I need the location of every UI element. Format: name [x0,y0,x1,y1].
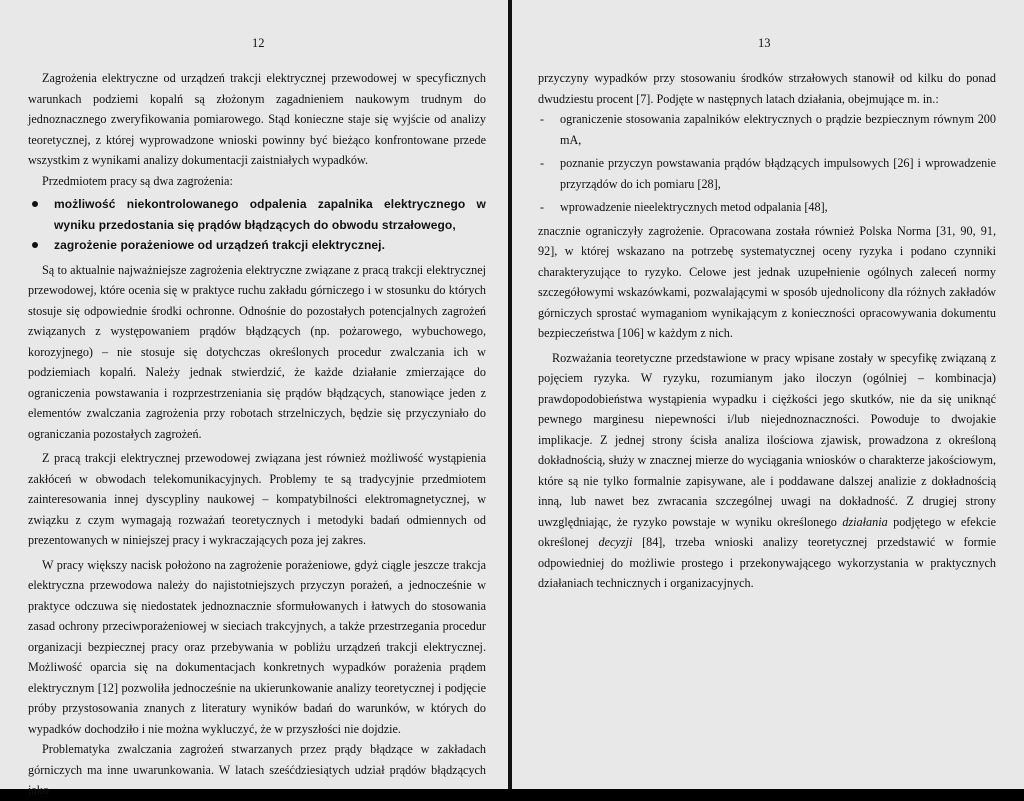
paragraph-text: podjętego w efekcie określonej [538,514,996,549]
left-page-body [28,68,486,801]
paragraph: Z pracą trakcji elektrycznej przewodowej związana jest również możliwość wystąpienia zakłóceń w obwodach telekomunikacyjnych. Problemy te są tradycyjnie przedmiotem zainteresowania innej dyscypliny naukowej – kompatybilności elektromagnetycznej, w związku z czym wymagają rozważań teoretycznych i metodyki badań odmiennych od prezentowanych w niniejszej pracy i wykraczających poza jej zakres. [28,451,486,547]
page-number: 12 [252,36,265,50]
paragraph: Zagrożenia elektryczne od urządzeń trakcji elektrycznej przewodowej w specyficznych warunkach podziemi kopalń są złożonym zagadnieniem naukowym trudnym do jednoznacznego zweryfikowania pomiarowego. Stąd konieczne staje się wyjście od analizy teoretycznej, z której wyprowadzone wnioski powinny być bieżąco konfrontowane przede wszystkim z wynikami analizy dokumentacji zaistniałych wypadków. [28,71,486,167]
right-page-body [538,68,996,594]
dash-list [538,109,996,218]
right-page [512,0,1024,789]
left-page [0,0,508,797]
paragraph: Przedmiotem pracy są dwa zagrożenia: [42,173,233,188]
paragraph [538,348,996,594]
emphasis-text: działania [842,514,888,529]
bullet-item: możliwość niekontrolowanego odpalenia zapalnika elektrycznego w wyniku przedostania się prądów błądzących do obwodu strzałowego, [28,194,486,235]
paragraph: Są to aktualnie najważniejsze zagrożenia elektryczne związane z pracą trakcji elektrycznej przewodowej, które ocenia się w praktyce ruchu zakładu górniczego i w stosunku do których stosuje się odpowiednie środki ochronne. Odnośnie do pozostałych potencjalnych zagrożeń związanych z występowaniem prądów błądzących (np. pożarowego, wybuchowego, korozyjnego) – nie stosuje się dotychczas określonych procedur zwalczania ich w podziemiach kopalń. Należy jednak stwierdzić, że każde działanie zmierzające do ograniczenia powstawania i rozprzestrzeniania się prądów błądzących, stanowiące jeden z elementów zwalczania zagrożenia przy robotach strzelniczych, będzie się przyczyniało do ograniczania pozostałych zagrożeń. [28,262,486,441]
paragraph-text: Rozważania teoretyczne przedstawione w pracy wpisane zostały w specyfikę związaną z pojęciem ryzyka. W ryzyku, rozumianym jako iloczyn (ogólniej – kombinacja) prawdopodobieństwa wystąpienia wypadku i ciężkości jego skutków, nie da się uniknąć pewnego marginesu niepewności i/lub niejednoznaczności. Powoduje to dwojakie implikacje. Z jednej strony ścisła analiza ilościowa zjawisk, prowadzona z określoną dokładnością, służy w znacznej mierze do wyciągania wniosków o charakterze jakościowym, które są nie tylko formalnie zapisywane, ale i poddawane dalszej analizie z dokładnością inną, lub nawet bez zwracania szczególnej uwagi na dokładność. Z drugiej strony uwzględniając, że ryzyko powstaje w wyniku określonego [538,350,996,529]
paragraph: W pracy większy nacisk położono na zagrożenie porażeniowe, gdyż ciągle jeszcze trakcja elektryczna przewodowa należy do najistotniejszych przyczyn porażeń, a jednocześnie w praktyce odczuwa się niedostatek jednoznacznie sformułowanych i łatwych do stosowania zasad ochrony przeciwporażeniowej w sieciach trakcyjnych, a także przestrzegania procedur organizacji bezpiecznej pracy oraz przebywania w pobliżu urządzeń trakcji elektrycznej. Możliwość oparcia się na dokumentacjach konkretnych wypadków porażenia prądem elektrycznym [12] pozwoliła jednocześnie na ukierunkowanie analizy teoretycznej i podjęcie próby przystosowania znanych z literatury wyników badań do warunków, w których do wypadków dochodziło i nie można wykluczyć, że w przyszłości nie dojdzie. [28,557,486,736]
bullet-list [28,194,486,256]
paragraph: znacznie ograniczyły zagrożenie. Opracowana została również Polska Norma [31, 90, 91, 92], w której wskazano na potrzebę systematycznej oceny ryzyka i podano czynniki charakteryzujące to ryzyko. Celowe jest jednak uzupełnienie ogólnych zaleceń normy szczegółowymi wskazówkami, pozwalającymi w sposób ujednolicony dla różnych zakładów górniczych sprostać wymaganiom wynikającym z konieczności opracowywania dokumentu bezpieczeństwa [106] w każdym z nich. [538,223,996,340]
paragraph-text: [84], trzeba wnioski analizy teoretycznej przedstawić w formie odpowiedniej do możliwie prostego i przekonywającego wykorzystania w praktycznych działaniach technicznych i organizacyjnych. [538,535,997,590]
bullet-item: zagrożenie porażeniowe od urządzeń trakcji elektrycznej. [28,235,486,256]
paragraph: przyczyny wypadków przy stosowaniu środków strzałowych stanowił od kilku do ponad dwudziestu procent [7]. Podjęte w następnych latach działania, obejmujące m. in.: [538,71,996,106]
page-number: 13 [758,36,771,50]
dash-item: - ograniczenie stosowania zapalników elektrycznych o prądzie bezpiecznym równym 200 mA, [538,109,996,150]
emphasis-text: decyzji [598,535,633,549]
dash-item: - wprowadzenie nieelektrycznych metod odpalania [48], [538,197,996,218]
dash-item: - poznanie przyczyn powstawania prądów błądzących impulsowych [26] i wprowadzenie przyrządów do ich pomiaru [28], [538,153,996,194]
paragraph: Problematyka zwalczania zagrożeń stwarzanych przez prądy błądzące w zakładach górniczych ma inne uwarunkowania. W latach sześćdziesiątych udział prądów błądzących jako [28,742,486,797]
